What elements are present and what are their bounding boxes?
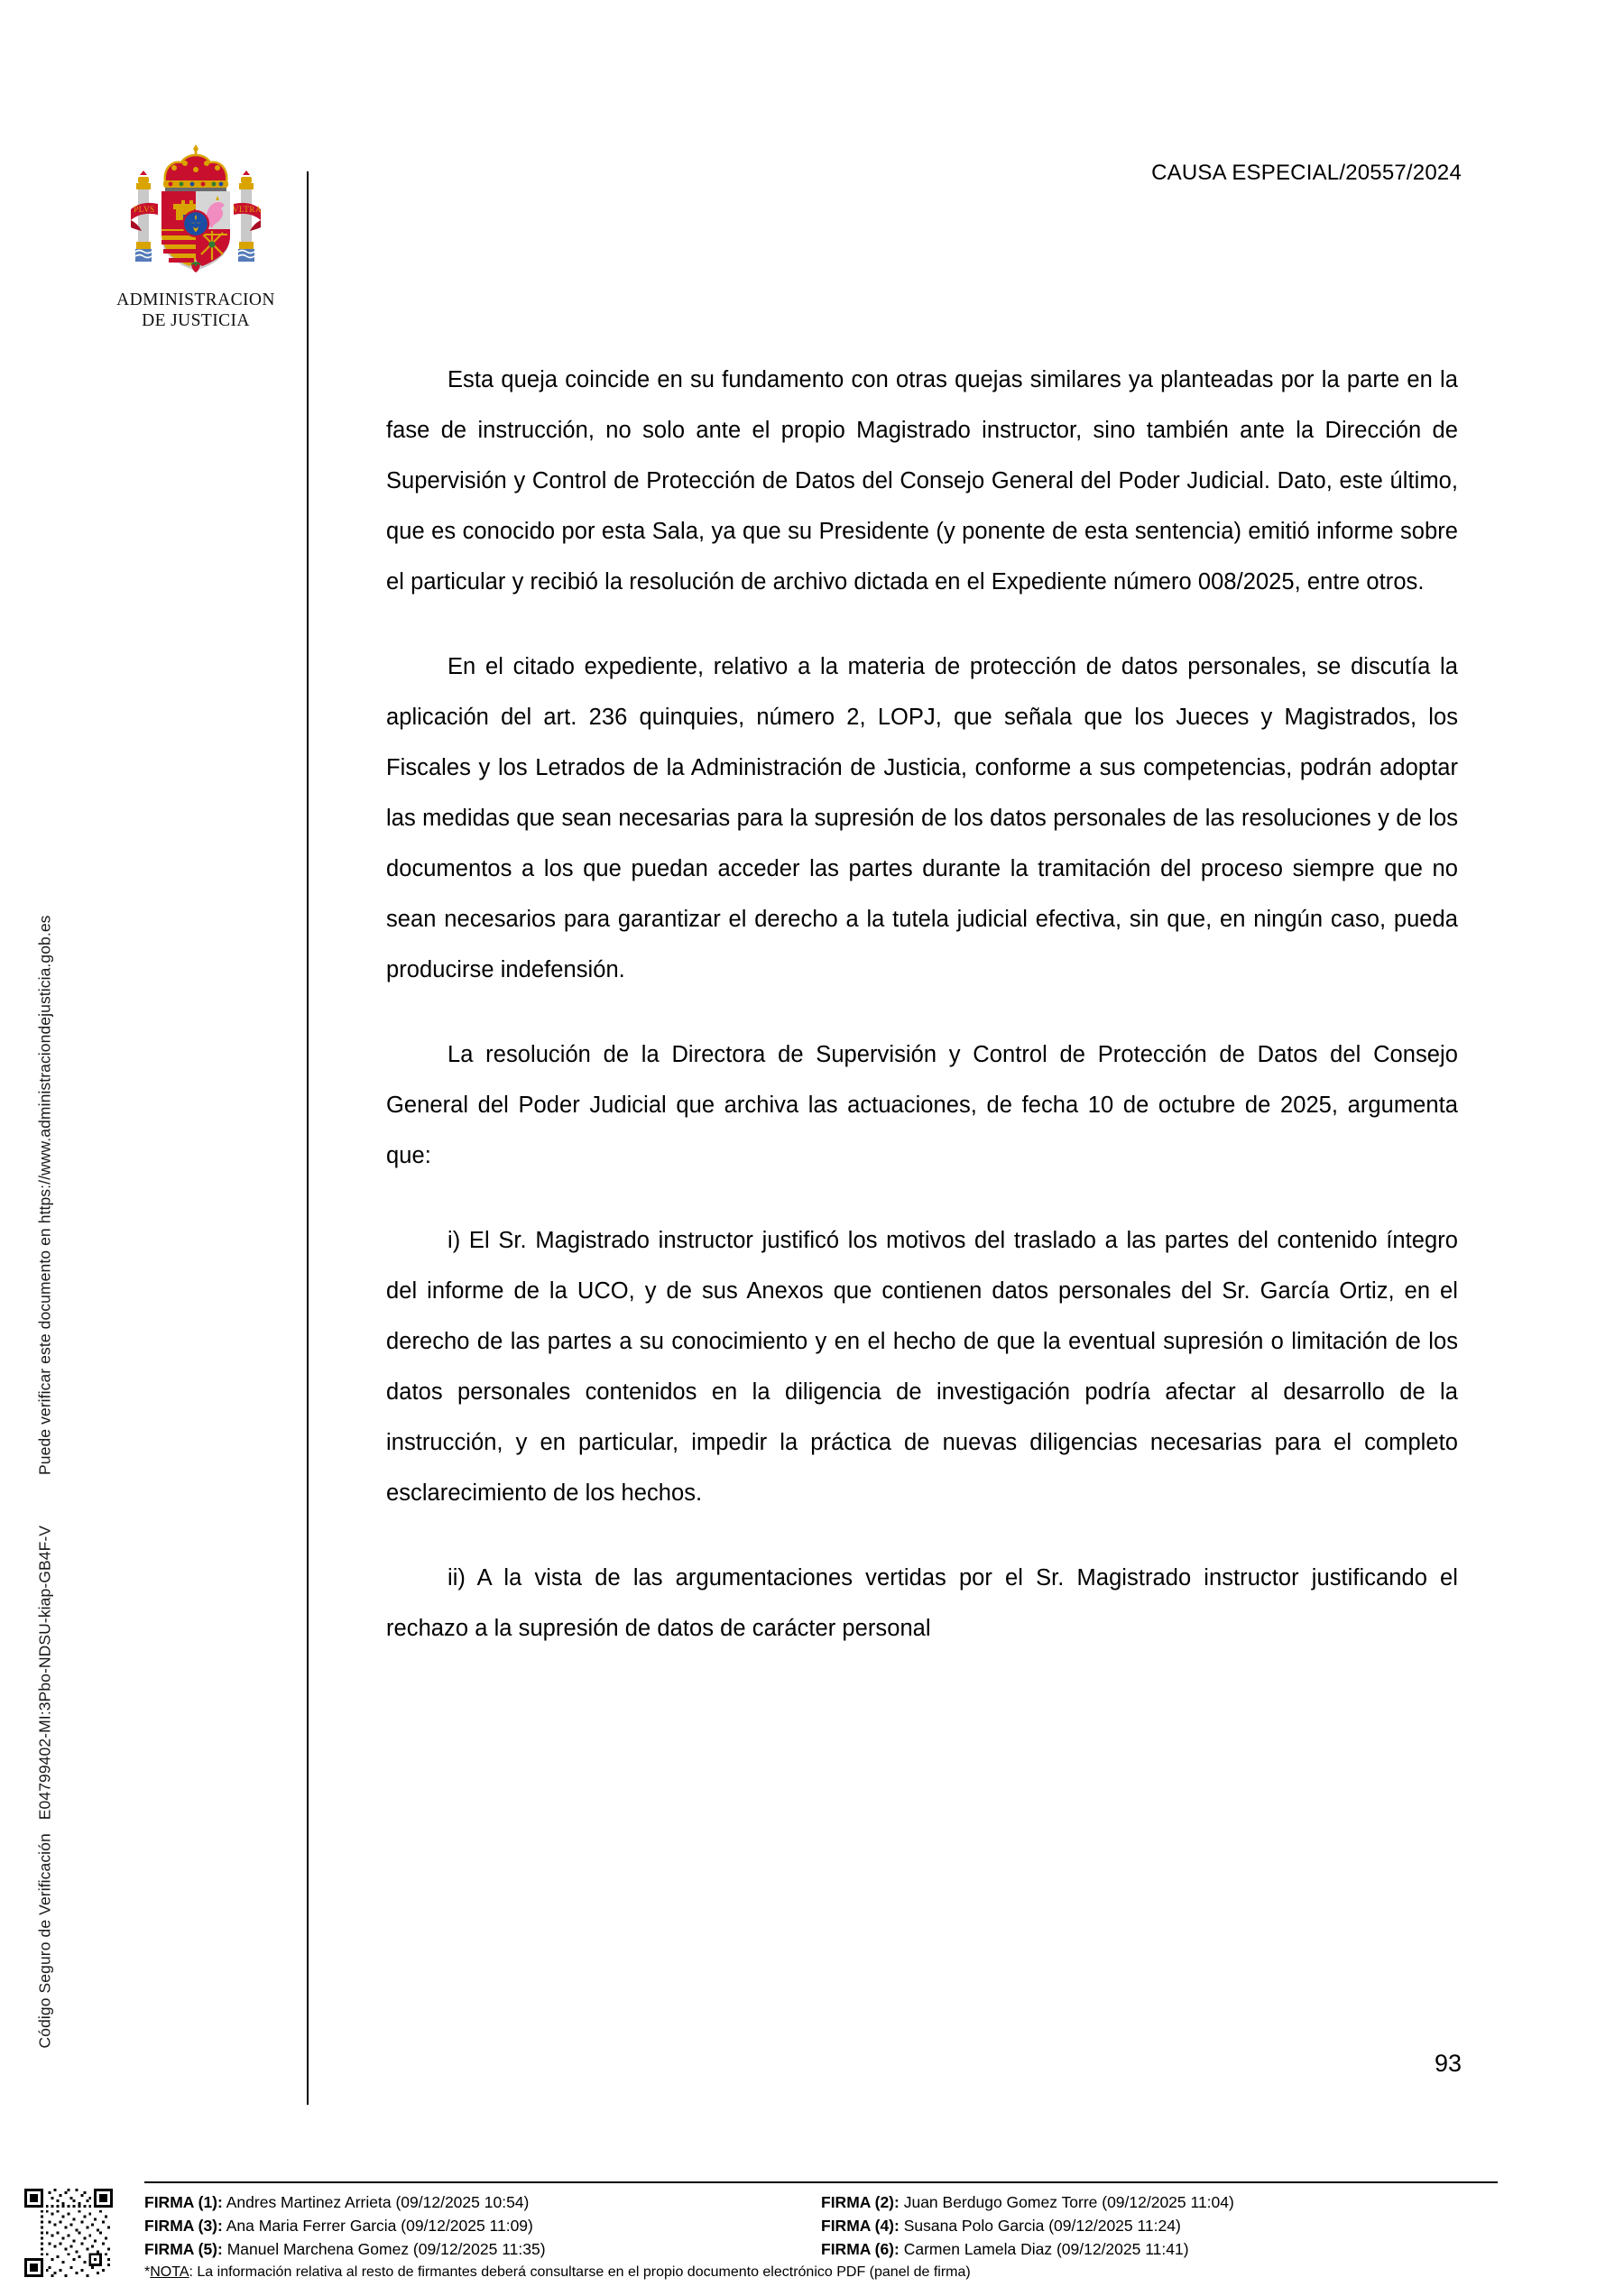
emblem-caption <box>101 290 291 331</box>
svg-text:PLVS: PLVS <box>134 205 155 214</box>
verification-side-text <box>36 64 55 2049</box>
signature-value: Juan Berdugo Gomez Torre (09/12/2025 11:04) <box>903 2193 1234 2211</box>
body-paragraph: En el citado expediente, relativo a la materia de protección de datos personales, se discutía la aplicación del art. 236 quinquies, número 2, LOPJ, que señala que los Jueces y Magistrados, los Fiscales y los Letrados de la Administración de Justicia, conforme a sus competencias, podrán adoptar las medidas que sean necesarias para la supresión de los datos personales de las resoluciones y de los documentos a los que puedan acceder las partes durante la tramitación del proceso siempre que no sean necesarios para garantizar el derecho a la tutela judicial efectiva, sin que, en ningún caso, pueda producirse indefensión. <box>386 654 1458 982</box>
body-paragraph: i) El Sr. Magistrado instructor justificó los motivos del traslado a las partes del contenido íntegro del informe de la UCO, y de sus Anexos que contienen datos personales del Sr. García Ortiz, en el derecho de las partes a su conocimiento y en el hecho de que la eventual supresión o limitación de los datos personales contenidos en la diligencia de investigación podría afectar al desarrollo de la instrucción, y en particular, impedir la práctica de nuevas diligencias necesarias para el completo esclarecimiento de los hechos. <box>386 1228 1458 1506</box>
signature-column-left <box>144 2190 821 2261</box>
left-margin-verification-strip <box>0 0 54 2147</box>
document-footer <box>0 2165 1624 2296</box>
spain-coat-of-arms-icon <box>106 135 286 287</box>
signature-value: Manuel Marchena Gomez (09/12/2025 11:35) <box>226 2240 546 2258</box>
signature-row <box>144 2214 821 2237</box>
case-reference-header: CAUSA ESPECIAL/20557/2024 <box>1151 161 1462 185</box>
vertical-divider-rule <box>307 171 309 2105</box>
page-number: 93 <box>1434 2050 1462 2077</box>
signature-value: Susana Polo Garcia (09/12/2025 11:24) <box>903 2217 1181 2235</box>
document-body <box>386 355 1458 1654</box>
signature-row <box>821 2214 1498 2237</box>
body-paragraph: ii) A la vista de las argumentaciones vertidas por el Sr. Magistrado instructor justificando el rechazo a la supresión de datos de carácter personal <box>386 1565 1458 1641</box>
verification-code: E04799402-MI:3Pbo-NDSU-kiap-GB4F-V <box>35 1525 54 1821</box>
signature-value: Andres Martinez Arrieta (09/12/2025 10:54) <box>226 2193 530 2211</box>
signature-row <box>821 2190 1498 2214</box>
footer-note <box>144 2264 971 2281</box>
signature-column-right <box>821 2190 1498 2261</box>
signature-label: FIRMA (2): <box>821 2193 900 2211</box>
signature-label: FIRMA (4): <box>821 2217 900 2235</box>
footer-note-asterisk: * <box>144 2264 151 2280</box>
signature-label: FIRMA (1): <box>144 2193 223 2211</box>
footer-note-keyword: NOTA <box>150 2264 189 2280</box>
body-paragraph: Esta queja coincide en su fundamento con otras quejas similares ya planteadas por la parte en la fase de instrucción, no solo ante el propio Magistrado instructor, sino también ante la Dirección de Supervisión y Control de Protección de Datos del Consejo General del Poder Judicial. Dato, este último, que es conocido por esta Sala, ya que su Presidente (y ponente de esta sentencia) emitió informe sobre el particular y recibió la resolución de archivo dictada en el Expediente número 008/2025, entre otros. <box>386 367 1458 595</box>
footer-divider <box>144 2181 1498 2183</box>
svg-text:VLTRA: VLTRA <box>232 205 263 214</box>
emblem-caption-line1: ADMINISTRACION <box>116 290 275 309</box>
body-paragraph: La resolución de la Directora de Supervisión y Control de Protección de Datos del Consejo General del Poder Judicial que archiva las actuaciones, de fecha 10 de octubre de 2025, argumenta que: <box>386 1042 1458 1168</box>
signature-columns <box>144 2190 1498 2261</box>
verification-url-text: Puede verificar este documento en https://www.administraciondejusticia.gob.es <box>35 915 54 1475</box>
signature-label: FIRMA (3): <box>144 2217 223 2235</box>
qr-code <box>24 2189 113 2277</box>
signature-row <box>144 2190 821 2214</box>
signature-label: FIRMA (6): <box>821 2240 900 2258</box>
signature-label: FIRMA (5): <box>144 2240 223 2258</box>
verification-label: Código Seguro de Verificación <box>35 1833 54 2049</box>
signature-row <box>821 2237 1498 2261</box>
qr-code-icon <box>24 2189 113 2277</box>
emblem-caption-line2: DE JUSTICIA <box>142 311 250 330</box>
coat-of-arms-block <box>101 135 291 331</box>
signature-value: Ana Maria Ferrer Garcia (09/12/2025 11:09) <box>226 2217 533 2235</box>
footer-note-text: : La información relativa al resto de firmantes deberá consultarse en el propio documento electrónico PDF (panel de firma) <box>189 2264 971 2280</box>
signature-value: Carmen Lamela Diaz (09/12/2025 11:41) <box>903 2240 1189 2258</box>
signature-row <box>144 2237 821 2261</box>
